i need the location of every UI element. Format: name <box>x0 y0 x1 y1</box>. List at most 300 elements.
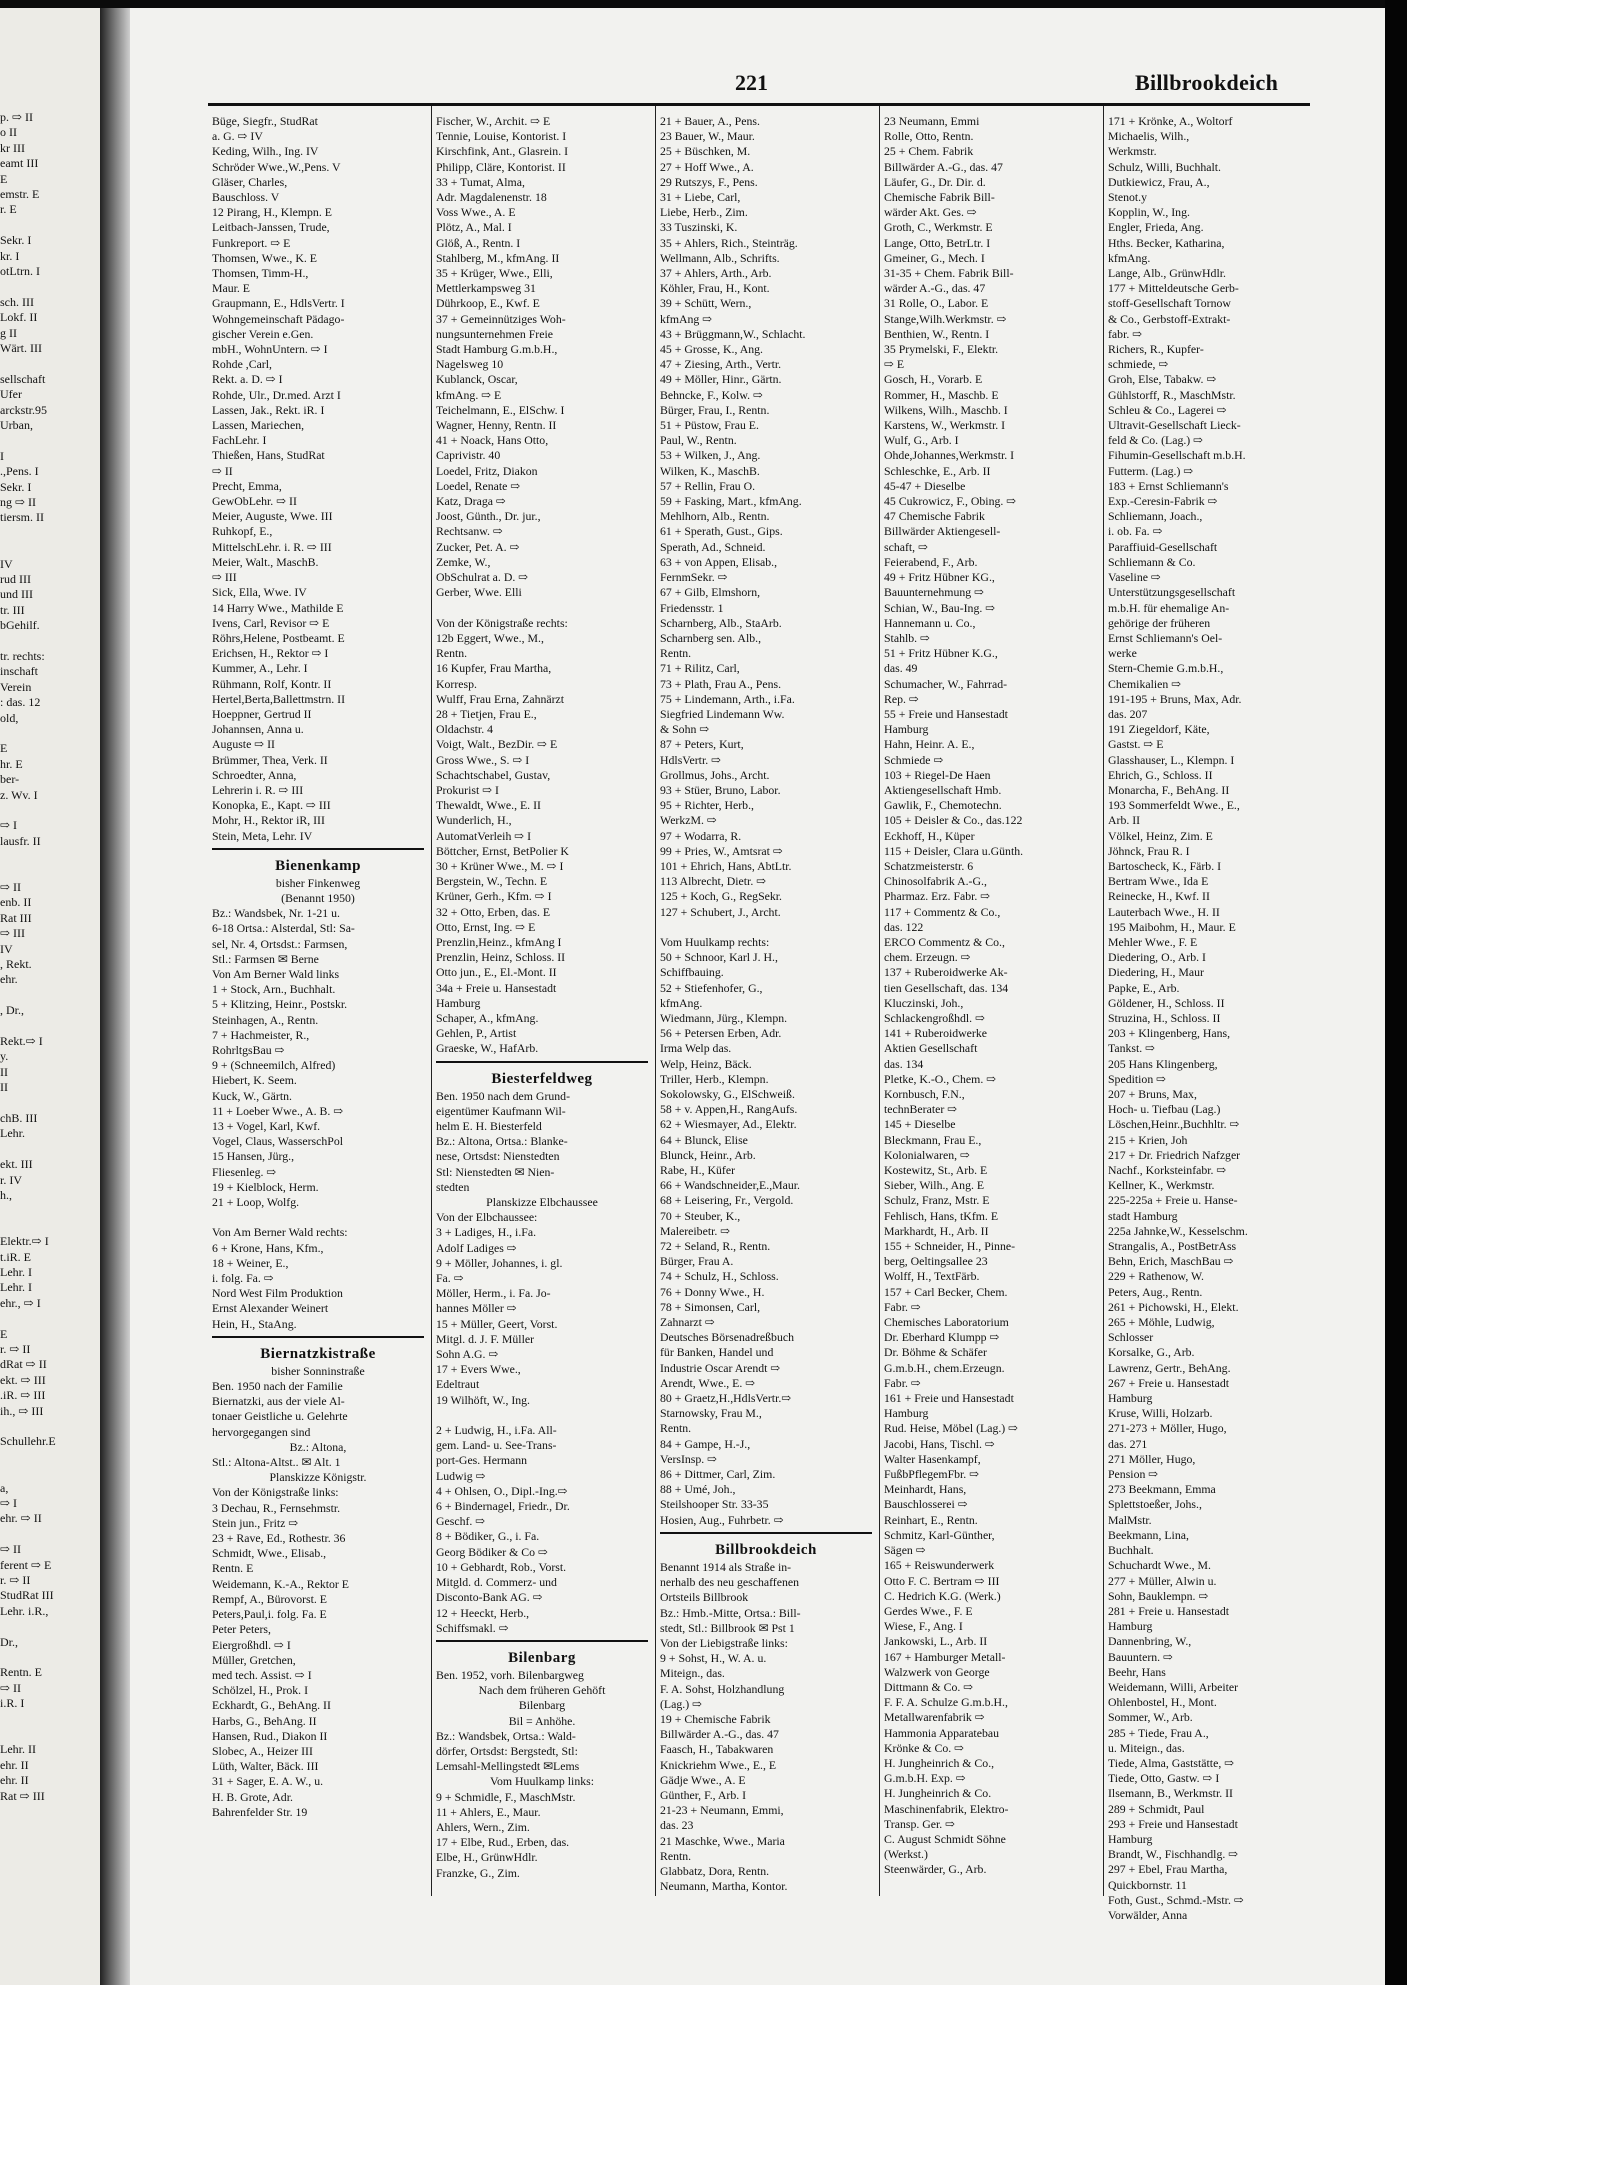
directory-entry: Nachf., Korksteinfabr. ⇨ <box>1108 1163 1227 1178</box>
directory-entry: Loedel, Renate ⇨ <box>436 478 521 493</box>
left-page-fragment: r. IV <box>0 1172 22 1187</box>
left-page-fragment: enb. II <box>0 895 32 910</box>
directory-entry: 62 + Wiesmayer, Ad., Elektr. <box>660 1117 797 1132</box>
directory-entry: 9 + Sohst, H., W. A. u. <box>660 1651 767 1666</box>
left-page-fragment: Rentn. E <box>0 1665 42 1680</box>
directory-entry: Korresp. <box>436 676 477 691</box>
directory-entry: chem. Erzeugn. ⇨ <box>884 950 971 965</box>
left-page-fragment: y. <box>0 1049 9 1064</box>
directory-entry: 72 + Seland, R., Rentn. <box>660 1239 771 1254</box>
left-page-fragment: : das. 12 <box>0 695 41 710</box>
left-page-fragment: ekt. III <box>0 1157 33 1172</box>
directory-entry: Mettlerkampsweg 31 <box>436 281 536 296</box>
directory-entry: Rentn. <box>660 646 692 661</box>
directory-entry: Schölzel, H., Prok. I <box>212 1683 308 1698</box>
directory-entry: ⇨ II <box>212 463 233 478</box>
directory-entry: 117 + Commentz & Co., <box>884 904 1001 919</box>
directory-entry: 25 + Büschken, M. <box>660 144 751 159</box>
left-page-fragment: Urban, <box>0 418 33 432</box>
directory-entry: 51 + Fritz Hübner K.G., <box>884 646 998 661</box>
directory-entry: Caprivistr. 40 <box>436 448 501 463</box>
directory-entry: Georg Bödiker & Co ⇨ <box>436 1544 548 1559</box>
street-note: Nach dem früheren Gehöft <box>478 1683 606 1698</box>
directory-entry: Triller, Herb., Klempn. <box>660 1071 769 1086</box>
directory-entry: Schliemann & Co. <box>1108 554 1196 569</box>
directory-entry: Karstens, W., Werkmstr. I <box>884 418 1006 433</box>
directory-entry: 71 + Rilitz, Carl, <box>660 661 740 676</box>
directory-entry: Stadt Hamburg G.m.b.H., <box>436 342 558 357</box>
directory-entry: Transp. Ger. ⇨ <box>884 1816 956 1831</box>
left-page-fragment: ehr. II <box>0 1757 29 1772</box>
directory-entry: Tennie, Louise, Kontorist. I <box>436 129 567 144</box>
directory-entry: Starnowsky, Frau M., <box>660 1406 762 1421</box>
directory-entry: Foth, Gust., Schmd.-Mstr. ⇨ <box>1108 1892 1244 1907</box>
street-note: Bilenbarg <box>518 1698 566 1713</box>
directory-entry: Industrie Oscar Arendt ⇨ <box>660 1360 781 1375</box>
directory-entry: Glöß, A., Rentn. I <box>436 235 521 250</box>
directory-entry: 3 + Ladiges, H., i.Fa. <box>436 1225 537 1240</box>
directory-entry: Fabr. ⇨ <box>884 1299 921 1314</box>
directory-entry: 183 + Ernst Schliemann's <box>1108 478 1229 493</box>
directory-entry: Günther, F., Arb. I <box>660 1787 747 1802</box>
directory-entry: 265 + Möhle, Ludwig, <box>1108 1315 1215 1330</box>
directory-entry: 45 Cukrowicz, F., Obing. ⇨ <box>884 494 1017 509</box>
left-page-fragment: ekt. ⇨ III <box>0 1372 46 1387</box>
directory-entry: Maschinenfabrik, Elektro- <box>884 1801 1009 1816</box>
directory-entry: 33 Tuszinski, K. <box>660 220 738 235</box>
directory-entry: 19 + Kielblock, Herm. <box>212 1179 319 1194</box>
left-page-fragment: Lehr. II <box>0 1742 36 1757</box>
directory-entry: ERCO Commentz & Co., <box>884 934 1005 949</box>
directory-entry: 9 + Möller, Johannes, i. gl. <box>436 1255 563 1270</box>
directory-entry: mbH., WohnUntern. ⇨ I <box>212 342 328 357</box>
directory-entry: Kolonialwaren, ⇨ <box>884 1147 970 1162</box>
directory-entry: Gmeiner, G., Mech. I <box>884 250 985 265</box>
directory-entry: Mitgl. d. J. F. Müller <box>436 1331 535 1346</box>
directory-entry: Behn, Erich, MaschBau ⇨ <box>1108 1254 1234 1269</box>
directory-entry: Kummer, A., Lehr. I <box>212 661 308 676</box>
directory-entry: Rekt. a. D. ⇨ I <box>212 372 283 387</box>
directory-entry: Chemisches Laboratorium <box>884 1315 1009 1330</box>
directory-entry: Brümmer, Thea, Verk. II <box>212 752 328 767</box>
directory-entry: 277 + Müller, Alwin u. <box>1108 1573 1217 1588</box>
directory-entry: Vogel, Claus, WasserschPol <box>212 1134 343 1149</box>
directory-entry: Bahrenfelder Str. 19 <box>212 1804 308 1819</box>
left-page-fragment: ehr. ⇨ II <box>0 1511 42 1526</box>
directory-entry: 177 + Mitteldeutsche Gerb- <box>1108 281 1239 296</box>
left-page-fragment: Rat ⇨ III <box>0 1788 45 1803</box>
directory-entry: Aktien Gesellschaft <box>884 1041 978 1056</box>
directory-column-1 <box>212 114 424 1894</box>
directory-entry: 49 + Fritz Hübner KG., <box>884 570 995 585</box>
directory-entry: Büge, Siegfr., StudRat <box>212 114 318 128</box>
directory-entry: Gerdes Wwe., F. E <box>884 1603 973 1618</box>
directory-entry: gehörige der früheren <box>1108 615 1211 630</box>
directory-entry: H. Jungheinrich & Co., <box>884 1755 995 1770</box>
directory-entry: Lange, Alb., GrünwHdlr. <box>1108 266 1226 281</box>
left-page-fragment: i.R. I <box>0 1696 25 1711</box>
directory-entry: 191 Ziegeldorf, Käte, <box>1108 722 1210 737</box>
directory-entry: Sommer, W., Arb. <box>1108 1710 1193 1725</box>
directory-entry: Slobec, A., Heizer III <box>212 1743 313 1758</box>
directory-entry: Jöhnck, Frau R. I <box>1108 843 1190 858</box>
directory-entry: Bauunternehmung ⇨ <box>884 585 984 600</box>
directory-entry: Löschen,Heinr.,Buchhltr. ⇨ <box>1108 1117 1240 1132</box>
directory-entry: 193 Sommerfeldt Wwe., E., <box>1108 798 1240 813</box>
directory-entry: Kopplin, W., Ing. <box>1108 205 1190 220</box>
directory-entry: Grollmus, Johs., Archt. <box>660 767 770 782</box>
directory-entry: ObSchulrat a. D. ⇨ <box>436 570 529 585</box>
directory-entry: Werkmstr. <box>1108 144 1157 159</box>
directory-entry: 271 Möller, Hugo, <box>1108 1451 1196 1466</box>
directory-entry: Ehrich, G., Schloss. II <box>1108 767 1213 782</box>
section-rule <box>436 1640 648 1642</box>
directory-entry: 171 + Krönke, A., Woltorf <box>1108 114 1233 128</box>
directory-entry: F. F. A. Schulze G.m.b.H., <box>884 1695 1008 1710</box>
directory-entry: Von Am Berner Wald links <box>212 966 340 981</box>
directory-entry: Chinosolfabrik A.-G., <box>884 874 987 889</box>
directory-entry: Lemsahl-Mellingstedt ✉Lems <box>436 1759 580 1774</box>
left-page-edge <box>0 0 100 1985</box>
directory-entry: Lehrerin i. R. ⇨ III <box>212 782 304 797</box>
directory-entry: Unterstützungsgesellschaft <box>1108 585 1236 600</box>
directory-entry: Sägen ⇨ <box>884 1543 926 1558</box>
book-gutter <box>100 0 130 1985</box>
directory-entry: Kirschfink, Ant., Glasrein. I <box>436 144 569 159</box>
directory-entry: Thießen, Hans, StudRat <box>212 448 325 463</box>
directory-entry: Markhardt, H., Arb. II <box>884 1223 989 1238</box>
left-page-fragment: ⇨ III <box>0 926 26 941</box>
directory-entry: Von der Königstraße rechts: <box>436 615 568 630</box>
directory-entry: Billwärder Aktiengesell- <box>884 524 1001 539</box>
directory-entry: Loedel, Fritz, Diakon <box>436 463 538 478</box>
directory-entry: 6 + Krone, Hans, Kfm., <box>212 1240 324 1255</box>
directory-entry: Wulff, Frau Erna, Zahnärzt <box>436 691 565 706</box>
directory-entry: 285 + Tiede, Frau A., <box>1108 1725 1209 1740</box>
left-page-fragment: Dr., <box>0 1634 18 1649</box>
directory-entry: 59 + Fasking, Mart., kfmAng. <box>660 494 802 509</box>
directory-entry: Stl: Nienstedten ✉ Nien- <box>436 1164 555 1179</box>
directory-entry: Ivens, Carl, Revisor ⇨ E <box>212 615 330 630</box>
directory-entry: Glabbatz, Dora, Rentn. <box>660 1863 770 1878</box>
directory-entry: 5 + Klitzing, Heinr., Postskr. <box>212 997 348 1012</box>
directory-entry: Gerber, Wwe. Elli <box>436 585 522 600</box>
directory-entry: C. Hedrich K.G. (Werk.) <box>884 1588 1001 1603</box>
directory-entry: Gühlstorff, R., MaschMstr. <box>1108 387 1236 402</box>
directory-entry: Sieber, Wilh., Ang. E <box>884 1178 985 1193</box>
left-page-fragment: sellschaft <box>0 371 46 386</box>
directory-entry: Joost, Günth., Dr. jur., <box>436 509 541 524</box>
directory-entry: 93 + Stüer, Bruno, Labor. <box>660 782 781 797</box>
directory-entry: Sperath, Ad., Schneid. <box>660 539 766 554</box>
directory-entry: Schleu & Co., Lagerei ⇨ <box>1108 402 1227 417</box>
directory-entry: Böttcher, Ernst, BetPolier K <box>436 843 569 858</box>
directory-entry: G.m.b.H. Exp. ⇨ <box>884 1771 966 1786</box>
directory-entry: Schiffbauing. <box>660 965 724 980</box>
directory-entry: Schiffsmakl. ⇨ <box>436 1620 509 1635</box>
directory-entry: Jankowski, L., Arb. II <box>884 1634 988 1649</box>
directory-entry: Konopka, E., Kapt. ⇨ III <box>212 798 331 813</box>
directory-entry: Rommer, H., Maschb. E <box>884 387 999 402</box>
left-page-fragment: II <box>0 1064 8 1079</box>
directory-entry: 229 + Rathenow, W. <box>1108 1269 1204 1284</box>
directory-entry: Walter Hasenkampf, <box>884 1451 981 1466</box>
directory-entry: 261 + Pichowski, H., Elekt. <box>1108 1299 1239 1314</box>
directory-entry: Fabr. ⇨ <box>884 1375 921 1390</box>
left-page-fragment: ⇨ I <box>0 818 18 833</box>
directory-entry: Stein, Meta, Lehr. IV <box>212 828 313 843</box>
directory-entry: Benthien, W., Rentn. I <box>884 326 990 341</box>
directory-entry: Michaelis, Wilh., <box>1108 129 1190 144</box>
left-page-fragment: Lehr. <box>0 1126 25 1141</box>
directory-entry: Lauterbach Wwe., H. II <box>1108 904 1220 919</box>
directory-entry: Rohde ,Carl, <box>212 357 272 372</box>
directory-entry: FernmSekr. ⇨ <box>660 570 728 585</box>
directory-entry: Rolle, Otto, Rentn. <box>884 129 974 144</box>
directory-entry: Ohde,Johannes,Werkmstr. I <box>884 448 1015 463</box>
directory-entry: kfmAng. ⇨ E <box>436 387 502 402</box>
directory-entry: Reinecke, H., Kwf. II <box>1108 889 1210 904</box>
directory-entry: das. 271 <box>1108 1436 1148 1451</box>
directory-column-5 <box>1108 114 1320 1922</box>
left-page-fragment: IV <box>0 941 13 956</box>
directory-column-4 <box>884 114 1096 1894</box>
directory-entry: Hamburg <box>1108 1619 1153 1634</box>
directory-entry: Fihumin-Gesellschaft m.b.H. <box>1108 448 1246 463</box>
left-page-fragment: kr III <box>0 140 25 155</box>
directory-entry: Wiedmann, Jürg., Klempn. <box>660 1010 788 1025</box>
directory-entry: kfmAng. <box>1108 250 1151 265</box>
directory-entry: Schaper, A., kfmAng. <box>436 1010 539 1025</box>
directory-entry: Müller, Gretchen, <box>212 1652 296 1667</box>
directory-entry: Engler, Frieda, Ang. <box>1108 220 1204 235</box>
left-page-fragment: Wärt. III <box>0 341 42 355</box>
directory-entry: 4 + Ohlsen, O., Dipl.-Ing.⇨ <box>436 1483 568 1498</box>
left-page-fragment: kr. I <box>0 248 20 263</box>
directory-entry: Lawrenz, Gertr., BehAng. <box>1108 1360 1231 1375</box>
directory-entry: Thomsen, Wwe., K. E <box>212 250 317 265</box>
directory-entry: & Sohn ⇨ <box>660 722 710 737</box>
directory-entry: 80 + Graetz,H.,HdlsVertr.⇨ <box>660 1391 792 1406</box>
directory-entry: Stahlb. ⇨ <box>884 630 930 645</box>
directory-entry: das. 122 <box>884 919 924 934</box>
directory-entry: Voss Wwe., A. E <box>436 205 516 220</box>
directory-entry: 55 + Freie und Hansestadt <box>884 706 1008 721</box>
directory-entry: Nagelsweg 10 <box>436 357 504 372</box>
directory-entry: 87 + Peters, Kurt, <box>660 737 744 752</box>
directory-entry: 115 + Deisler, Clara u.Günth. <box>884 843 1024 858</box>
column-divider <box>655 106 656 1896</box>
directory-entry: 76 + Donny Wwe., H. <box>660 1284 765 1299</box>
directory-entry: Eiergroßhdl. ⇨ I <box>212 1637 291 1652</box>
directory-entry: Beekmann, Lina, <box>1108 1527 1189 1542</box>
directory-entry: 23 Neumann, Emmi <box>884 114 980 128</box>
directory-entry: MittelschLehr. i. R. ⇨ III <box>212 539 332 554</box>
directory-entry: Tiede, Otto, Gastw. ⇨ I <box>1108 1771 1220 1786</box>
directory-entry: helm E. H. Biesterfeld <box>436 1119 542 1133</box>
left-page-fragment: inschaft <box>0 664 38 679</box>
directory-entry: 97 + Wodarra, R. <box>660 828 742 843</box>
directory-entry: Diedering, O., Arb. I <box>1108 950 1206 965</box>
directory-entry: Mitgld. d. Commerz- und <box>436 1575 557 1590</box>
directory-entry: Weidemann, Willi, Arbeiter <box>1108 1679 1239 1694</box>
directory-entry: Gädje Wwe., A. E <box>660 1772 746 1787</box>
left-page-fragment: o II <box>0 125 17 140</box>
directory-entry: Paraffiuid-Gesellschaft <box>1108 539 1218 554</box>
directory-entry: 12 + Heeckt, Herb., <box>436 1605 530 1620</box>
directory-entry: 70 + Steuber, K., <box>660 1208 741 1223</box>
directory-entry: das. 134 <box>884 1056 924 1071</box>
directory-entry: Chemikalien ⇨ <box>1108 676 1182 691</box>
directory-entry: 73 + Plath, Frau A., Pens. <box>660 676 782 691</box>
directory-entry: med tech. Assist. ⇨ I <box>212 1667 312 1682</box>
directory-entry: Splettstoeßer, Johs., <box>1108 1497 1202 1512</box>
street-note: Planskizze Königstr. <box>269 1470 367 1485</box>
directory-entry: 13 + Vogel, Karl, Kwf. <box>212 1119 321 1133</box>
directory-entry: Stl.: Altona-Altst.. ✉ Alt. 1 <box>212 1455 341 1470</box>
directory-entry: Schmidt, Wwe., Elisab., <box>212 1546 327 1561</box>
directory-entry: Stl.: Farmsen ✉ Berne <box>212 951 319 966</box>
column-divider <box>431 106 432 1896</box>
directory-entry: Schmiede ⇨ <box>884 752 944 767</box>
directory-entry: Scharnberg, Alb., StaArb. <box>660 615 782 630</box>
directory-entry: 29 Rutszys, F., Pens. <box>660 174 758 189</box>
directory-entry: Graupmann, E., HdlsVertr. I <box>212 296 345 311</box>
directory-entry: 31 + Sager, E. A. W., u. <box>212 1774 324 1789</box>
directory-entry: Stein jun., Fritz ⇨ <box>212 1515 299 1530</box>
left-page-fragment: a, <box>0 1480 9 1495</box>
directory-entry: 165 + Reiswunderwerk <box>884 1558 995 1573</box>
directory-entry: Schumacher, W., Fahrrad- <box>884 676 1008 691</box>
directory-entry: Prenzlin, Heinz, Schloss. II <box>436 950 566 965</box>
left-page-fragment: g II <box>0 325 17 340</box>
street-heading: Billbrookdeich <box>715 1541 817 1558</box>
directory-entry: Ben. 1950 nach der Familie <box>212 1379 343 1394</box>
directory-entry: Eckhardt, G., BehAng. II <box>212 1698 331 1713</box>
directory-entry: H. Jungheinrich & Co. <box>884 1786 992 1801</box>
left-page-fragment: Sekr. I <box>0 233 32 248</box>
directory-entry: WerkzM. ⇨ <box>660 813 717 828</box>
directory-entry: HdlsVertr. ⇨ <box>660 752 721 767</box>
directory-entry: Friedensstr. 1 <box>660 600 724 615</box>
directory-entry: Bürger, Frau, I., Rentn. <box>660 402 770 417</box>
left-page-fragment: Verein <box>0 679 32 694</box>
directory-entry: schmiede, ⇨ <box>1108 357 1169 372</box>
directory-entry: Bleckmann, Frau E., <box>884 1132 982 1147</box>
directory-entry: Tankst. ⇨ <box>1108 1041 1156 1056</box>
running-head: Billbrookdeich <box>1135 70 1279 95</box>
directory-entry: Rentn. <box>660 1848 692 1863</box>
directory-entry: 113 Albrecht, Dietr. ⇨ <box>660 874 767 889</box>
directory-entry: berg, Oeltingsallee 23 <box>884 1254 988 1269</box>
directory-entry: & Co., Gerbstoff-Extrakt- <box>1108 311 1231 326</box>
street-note: (Benannt 1950) <box>281 890 355 905</box>
directory-entry: Chemische Fabrik Bill- <box>884 190 995 205</box>
directory-entry: das. 49 <box>884 661 918 676</box>
page-number: 221 <box>735 70 768 95</box>
directory-entry: stadt Hamburg <box>1108 1208 1178 1223</box>
directory-entry: 21-23 + Neumann, Emmi, <box>660 1803 784 1818</box>
left-page-fragment: r. ⇨ II <box>0 1342 31 1356</box>
directory-entry: 3 Dechau, R., Fernsehmstr. <box>212 1500 341 1515</box>
directory-entry: Läufer, G., Dr. Dir. d. <box>884 174 986 189</box>
directory-entry: 145 + Dieselbe <box>884 1117 956 1132</box>
directory-entry: Reinhart, E., Rentn. <box>884 1512 978 1527</box>
column-divider <box>879 106 880 1896</box>
directory-entry: 32 + Otto, Erben, das. E <box>436 904 551 919</box>
left-page-fragment: ⇨ I <box>0 1496 18 1510</box>
directory-entry: 34a + Freie u. Hansestadt <box>436 980 557 995</box>
directory-entry: Steilshooper Str. 33-35 <box>660 1497 769 1512</box>
directory-entry: Johannsen, Anna u. <box>212 722 304 737</box>
left-page-fragment: , Dr., <box>0 1003 24 1018</box>
directory-entry: 273 Beekmann, Emma <box>1108 1482 1216 1497</box>
directory-entry: 27 + Hoff Wwe., A. <box>660 159 754 174</box>
directory-entry: 45 + Grosse, K., Ang. <box>660 342 763 357</box>
directory-entry <box>436 1408 648 1423</box>
left-page-fragment: ehr. II <box>0 1773 29 1788</box>
directory-entry: 101 + Ehrich, Hans, AbtLtr. <box>660 858 792 873</box>
directory-entry: Eckhoff, H., Küper <box>884 828 975 843</box>
directory-entry: 45-47 + Dieselbe <box>884 478 966 493</box>
directory-entry: 205 Hans Klingenberg, <box>1108 1056 1218 1071</box>
directory-entry: Krönke & Co. ⇨ <box>884 1740 965 1755</box>
directory-entry: Stenot.y <box>1108 190 1147 205</box>
directory-entry: Neumann, Martha, Kontor. <box>660 1879 788 1894</box>
directory-entry: Papke, E., Arb. <box>1108 980 1180 995</box>
directory-entry: Kuck, W., Gärtn. <box>212 1088 292 1103</box>
directory-entry: 19 + Chemische Fabrik <box>660 1711 771 1726</box>
directory-entry: Rentn. <box>660 1421 692 1436</box>
directory-entry: Hamburg <box>1108 1391 1153 1406</box>
directory-entry: C. August Schmidt Söhne <box>884 1831 1006 1846</box>
directory-entry: Schatzmeisterstr. 6 <box>884 858 974 873</box>
directory-entry: Benannt 1914 als Straße in- <box>660 1559 792 1574</box>
directory-entry: 30 + Krüner Wwe., M. ⇨ I <box>436 858 564 873</box>
left-page-fragment: old, <box>0 710 19 725</box>
left-page-fragment: , Rekt. <box>0 957 32 971</box>
directory-entry: Billwärder A.-G., das. 47 <box>660 1727 779 1742</box>
street-heading: Biesterfeldweg <box>491 1070 593 1087</box>
directory-entry: Hein, H., StaAng. <box>212 1316 297 1331</box>
directory-entry: dörfer, Ortsdst: Bergstedt, Stl: <box>436 1743 578 1758</box>
directory-entry: technBerater ⇨ <box>884 1102 958 1117</box>
directory-entry: Schulz, Franz, Mstr. E <box>884 1193 990 1208</box>
directory-entry: 51 + Püstow, Frau E. <box>660 418 759 433</box>
directory-entry: Schlackengroßhdl. ⇨ <box>884 1010 985 1025</box>
left-page-fragment: Elektr.⇨ I <box>0 1234 49 1249</box>
directory-entry: tien Gesellschaft, das. 134 <box>884 980 1009 995</box>
directory-entry: Keding, Wilh., Ing. IV <box>212 144 319 159</box>
directory-entry: Groth, C., Werkmstr. E <box>884 220 993 235</box>
directory-entry: Paul, W., Rentn. <box>660 433 737 448</box>
directory-entry: GewObLehr. ⇨ II <box>212 494 297 509</box>
directory-entry: 271-273 + Möller, Hugo, <box>1108 1421 1227 1436</box>
directory-entry: 15 Hansen, Jürg., <box>212 1149 295 1164</box>
directory-entry: Schmitz, Karl-Günther, <box>884 1527 995 1542</box>
left-page-fragment: tr. rechts: <box>0 649 45 663</box>
directory-entry: Meier, Walt., MaschB. <box>212 554 319 569</box>
directory-entry: 103 + Riegel-De Haen <box>884 767 991 782</box>
directory-entry: Rempf, A., Bürovorst. E <box>212 1591 328 1606</box>
directory-entry: 297 + Ebel, Frau Martha, <box>1108 1862 1228 1877</box>
directory-entry: Meinhardt, Hans, <box>884 1482 967 1497</box>
directory-entry: Teichelmann, E., ElSchw. I <box>436 402 565 417</box>
directory-entry: Bz.: Wandsbek, Nr. 1-21 u. <box>212 906 340 921</box>
left-page-fragment: und III <box>0 587 33 602</box>
directory-entry: Beehr, Hans <box>1108 1664 1166 1679</box>
directory-entry: 61 + Sperath, Gust., Gips. <box>660 524 783 539</box>
